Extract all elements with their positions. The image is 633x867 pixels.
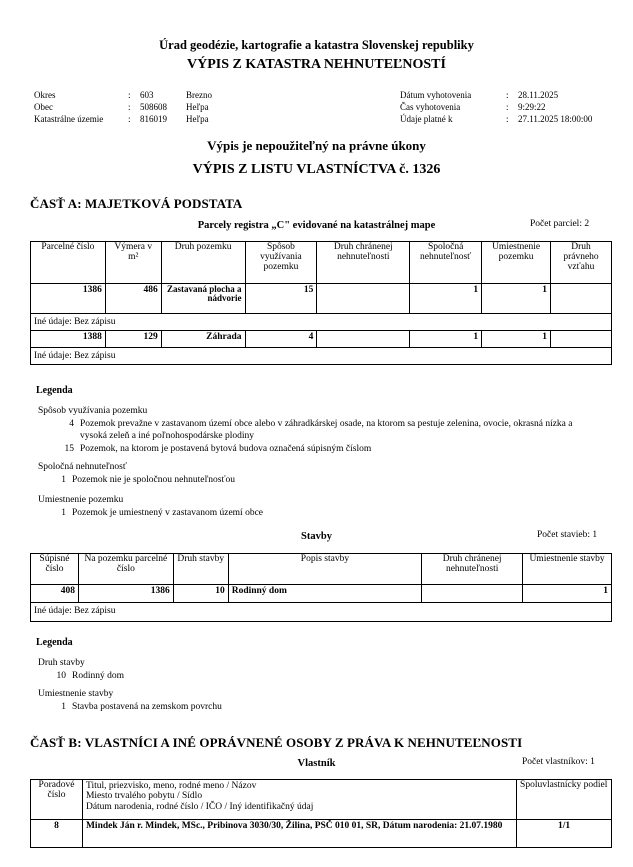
notice: Výpis je nepoužiteľný na právne úkony — [207, 138, 426, 153]
col-header: Umiestnenie pozemku — [482, 242, 551, 284]
owner-share: 1/1 — [517, 820, 612, 848]
buildings-title: Stavby — [301, 531, 332, 542]
col-header-name — [82, 780, 516, 820]
parcel-common: 1 — [410, 284, 482, 314]
parcel-common: 1 — [410, 331, 482, 348]
col-header: Na pozemku parcelné číslo — [78, 554, 173, 585]
parcels-table — [30, 241, 612, 365]
header-line: Titul, priezvisko, meno, rodné meno / Názov — [85, 781, 257, 791]
col-header: Výmera v m² — [105, 242, 161, 284]
lv-title: VÝPIS Z LISTU VLASTNÍCTVA č. 1326 — [192, 162, 441, 177]
legend-common — [38, 461, 598, 486]
part-a-title: ČASŤ A: MAJETKOVÁ PODSTATA — [30, 196, 243, 211]
legend-code: 1 — [61, 701, 66, 712]
legend-location — [38, 494, 598, 519]
meta-code: 816019 — [140, 114, 167, 124]
legend-building-type — [38, 657, 598, 682]
meta-value: 28.11.2025 — [518, 90, 559, 100]
legend-heading: Umiestnenie pozemku — [38, 495, 124, 505]
parcel-use: 4 — [245, 331, 317, 348]
legend-code: 10 — [56, 670, 66, 681]
col-header: Popis stavby — [228, 554, 422, 585]
meta-name: Heľpa — [186, 102, 209, 112]
row-note — [31, 603, 612, 622]
buildings-table — [30, 553, 612, 622]
legend-title: Legenda — [36, 385, 73, 396]
building-number: 408 — [31, 585, 79, 603]
legend-heading: Druh stavby — [38, 658, 85, 668]
parcel-area: 486 — [105, 284, 161, 314]
owner-title: Vlastník — [297, 758, 336, 769]
meta-value: 9:29:22 — [518, 102, 546, 112]
meta-label: Čas vyhotovenia — [400, 102, 461, 112]
part-b-title: ČASŤ B: VLASTNÍCI A INÉ OPRÁVNENÉ OSOBY Z PRÁVA K NEHNUTEĽNOSTI — [30, 735, 523, 750]
table-row — [31, 820, 612, 848]
parcel-legal — [551, 331, 612, 348]
owners-table — [30, 779, 612, 848]
parcel-protected — [317, 284, 410, 314]
meta-name: Heľpa — [186, 114, 209, 124]
parcel-type: Zastavaná plocha a nádvorie — [161, 284, 245, 314]
col-header: Spôsob využívania pozemku — [245, 242, 317, 284]
meta-code: 603 — [140, 90, 154, 100]
meta-code: 508608 — [140, 102, 167, 112]
table-row — [31, 331, 612, 348]
legend-use — [38, 405, 598, 455]
legend-code: 4 — [69, 418, 74, 429]
legend-title: Legenda — [36, 637, 73, 648]
legend-text: Stavba postavená na zemskom povrchu — [72, 701, 222, 712]
table-row — [31, 284, 612, 314]
parcel-number: 1388 — [31, 331, 106, 348]
other-data: Iné údaje: Bez zápisu — [31, 314, 612, 331]
col-header: Druh chránenej nehnuteľnosti — [422, 554, 523, 585]
parcel-protected — [317, 331, 410, 348]
col-header: Poradové číslo — [31, 780, 83, 820]
table-row — [31, 585, 612, 603]
meta-label: Okres — [34, 90, 56, 100]
row-note — [31, 314, 612, 331]
meta-label: Údaje platné k — [400, 114, 453, 124]
legend-heading: Spoločná nehnuteľnosť — [38, 462, 127, 472]
legend-code: 1 — [61, 507, 66, 518]
header-line: Miesto trvalého pobytu / Sídlo — [85, 791, 203, 802]
legend-text: Pozemok, na ktorom je postavená bytová budova označená súpisným číslom — [80, 443, 372, 454]
office-name: Úrad geodézie, kartografie a katastra Slovenskej republiky — [159, 38, 474, 52]
legend-text: Pozemok nie je spoločnou nehnuteľnosťou — [72, 474, 236, 485]
parcel-legal — [551, 284, 612, 314]
legend-code: 1 — [61, 474, 66, 485]
owner-order: 8 — [31, 820, 83, 848]
meta-name: Brezno — [186, 90, 212, 100]
legend-text: Pozemok prevažne v zastavanom území obce alebo v záhradkárskej osade, na ktorom sa pestuje zelenina, ovocie, okrasná nízka a vysoká zeleň a iné poľnohospodárske plodiny — [80, 418, 573, 441]
legend-text: Rodinný dom — [72, 670, 124, 681]
col-header: Spoluvlastnícky podiel — [517, 780, 612, 820]
legend-heading: Spôsob využívania pozemku — [38, 406, 148, 416]
parcels-header-row — [31, 242, 612, 284]
other-data: Iné údaje: Bez zápisu — [31, 348, 612, 365]
buildings-header-row — [31, 554, 612, 585]
meta-left: Okres : 603 Brezno Obec : 508608 Heľpa Katastrálne územie : 816019 Heľpa — [34, 90, 212, 124]
parcel-location: 1 — [482, 284, 551, 314]
col-header: Spoločná nehnuteľnosť — [410, 242, 482, 284]
meta-right: Dátum vyhotovenia : 28.11.2025 Čas vyhotovenia : 9:29:22 Údaje platné k : 27.11.2025 18:00:00 — [400, 90, 593, 124]
header-line: Dátum narodenia, rodné číslo / IČO / Iný identifikačný údaj — [85, 801, 314, 812]
parcel-number: 1386 — [31, 284, 106, 314]
meta-label: Dátum vyhotovenia — [400, 90, 472, 100]
legend-text: Pozemok je umiestnený v zastavanom území obce — [72, 507, 263, 518]
parcel-type: Záhrada — [161, 331, 245, 348]
parcels-count: Počet parciel: 2 — [530, 219, 590, 229]
col-header: Druh pozemku — [161, 242, 245, 284]
col-header: Druh stavby — [173, 554, 228, 585]
legend-code: 15 — [64, 443, 74, 454]
building-type: 10 — [173, 585, 228, 603]
buildings-count: Počet stavieb: 1 — [537, 530, 598, 540]
col-header: Druh chránenej nehnuteľnosti — [317, 242, 410, 284]
col-header: Parcelné číslo — [31, 242, 106, 284]
building-location: 1 — [523, 585, 612, 603]
document-title: VÝPIS Z KATASTRA NEHNUTEĽNOSTÍ — [187, 57, 446, 72]
col-header: Súpisné číslo — [31, 554, 79, 585]
other-data: Iné údaje: Bez zápisu — [31, 603, 612, 622]
parcel-location: 1 — [482, 331, 551, 348]
building-protected — [422, 585, 523, 603]
col-header: Umiestnenie stavby — [523, 554, 612, 585]
owner-count: Počet vlastníkov: 1 — [522, 757, 595, 767]
meta-value: 27.11.2025 18:00:00 — [518, 114, 593, 124]
legend-building-location — [38, 688, 598, 713]
parcels-title: Parcely registra „C" evidované na katastrálnej mape — [197, 220, 436, 231]
building-desc: Rodinný dom — [228, 585, 422, 603]
parcel-use: 15 — [245, 284, 317, 314]
parcel-area: 129 — [105, 331, 161, 348]
owner-name: Mindek Ján r. Mindek, MSc., Pribinova 3030/30, Žilina, PSČ 010 01, SR, Dátum narodenia: 21.07.1980 — [82, 820, 516, 848]
owners-header-row — [31, 780, 612, 820]
meta-label: Obec — [34, 102, 53, 112]
legend-heading: Umiestnenie stavby — [38, 689, 114, 699]
col-header: Druh právneho vzťahu — [551, 242, 612, 284]
building-parcel: 1386 — [78, 585, 173, 603]
row-note — [31, 348, 612, 365]
meta-label: Katastrálne územie — [34, 114, 104, 124]
